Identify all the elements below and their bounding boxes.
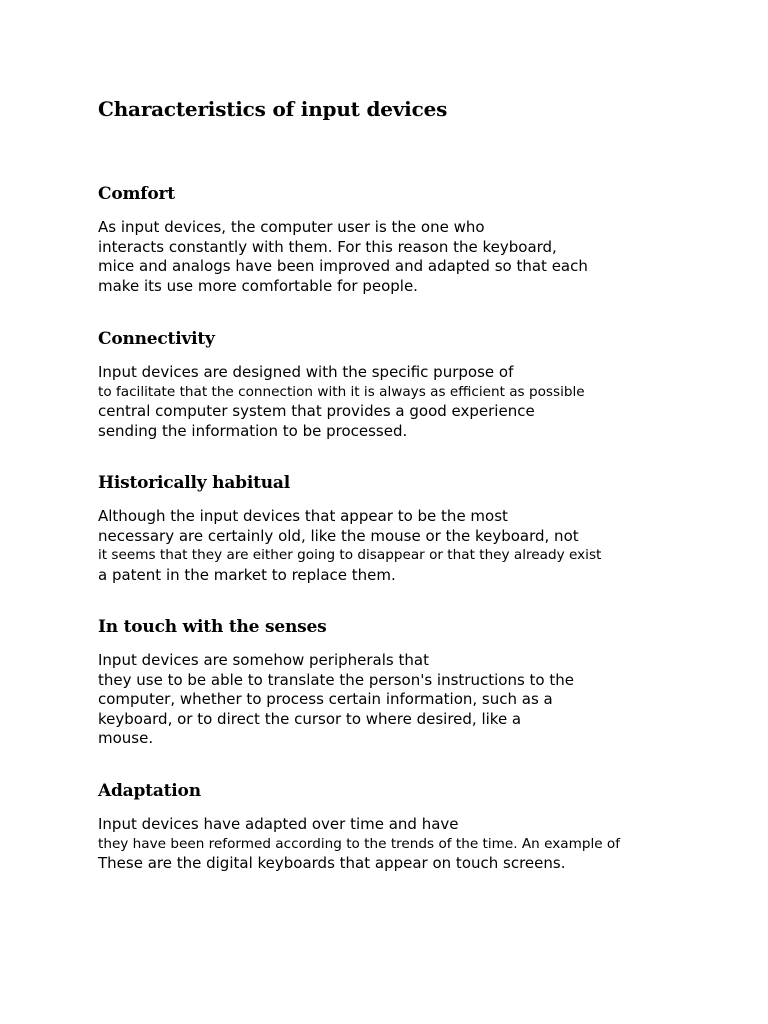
paragraph-line: Input devices have adapted over time and have [98, 815, 459, 833]
section-heading: Historically habitual [98, 473, 290, 493]
paragraph-line: they have been reformed according to the trends of the time. An example of [98, 835, 621, 852]
paragraph-line: mice and analogs have been improved and adapted so that each [98, 257, 588, 275]
section-heading: Adaptation [98, 781, 201, 801]
paragraph-line: Although the input devices that appear to be the most [98, 507, 508, 525]
paragraph-line: Input devices are designed with the specific purpose of [98, 363, 514, 381]
section-comfort [98, 182, 738, 296]
paragraph-line: they use to be able to translate the person's instructions to the [98, 670, 574, 689]
section-connectivity [98, 327, 738, 441]
section-historically-habitual [98, 471, 738, 585]
section-paragraph [98, 507, 738, 585]
paragraph-line: keyboard, or to direct the cursor to where desired, like a [98, 709, 522, 728]
document-title: Characteristics of input devices [98, 97, 448, 121]
paragraph-line: it seems that they are either going to disappear or that they already exist [98, 547, 602, 563]
paragraph-line: computer, whether to process certain information, such as a [98, 690, 553, 708]
paragraph-line: interacts constantly with them. For this reason the keyboard, [98, 237, 557, 256]
paragraph-line: These are the digital keyboards that appear on touch screens. [98, 854, 566, 872]
paragraph-line: sending the information to be processed. [98, 421, 408, 440]
section-heading: Connectivity [98, 329, 215, 349]
section-paragraph [98, 363, 738, 441]
section-heading: Comfort [98, 184, 175, 204]
section-heading: In touch with the senses [98, 617, 327, 637]
section-paragraph [98, 651, 738, 749]
paragraph-line: make its use more comfortable for people. [98, 276, 418, 295]
section-paragraph [98, 218, 738, 296]
paragraph-line: to facilitate that the connection with it is always as efficient as possible [98, 383, 585, 400]
paragraph-line: central computer system that provides a good experience [98, 402, 535, 420]
paragraph-line: a patent in the market to replace them. [98, 565, 396, 584]
paragraph-line: mouse. [98, 729, 154, 747]
section-adaptation [98, 779, 738, 874]
paragraph-line: Input devices are somehow peripherals that [98, 651, 429, 669]
section-in-touch-with-the-senses [98, 615, 738, 749]
paragraph-line: necessary are certainly old, like the mouse or the keyboard, not [98, 526, 579, 545]
section-paragraph [98, 815, 738, 874]
paragraph-line: As input devices, the computer user is the one who [98, 218, 485, 236]
